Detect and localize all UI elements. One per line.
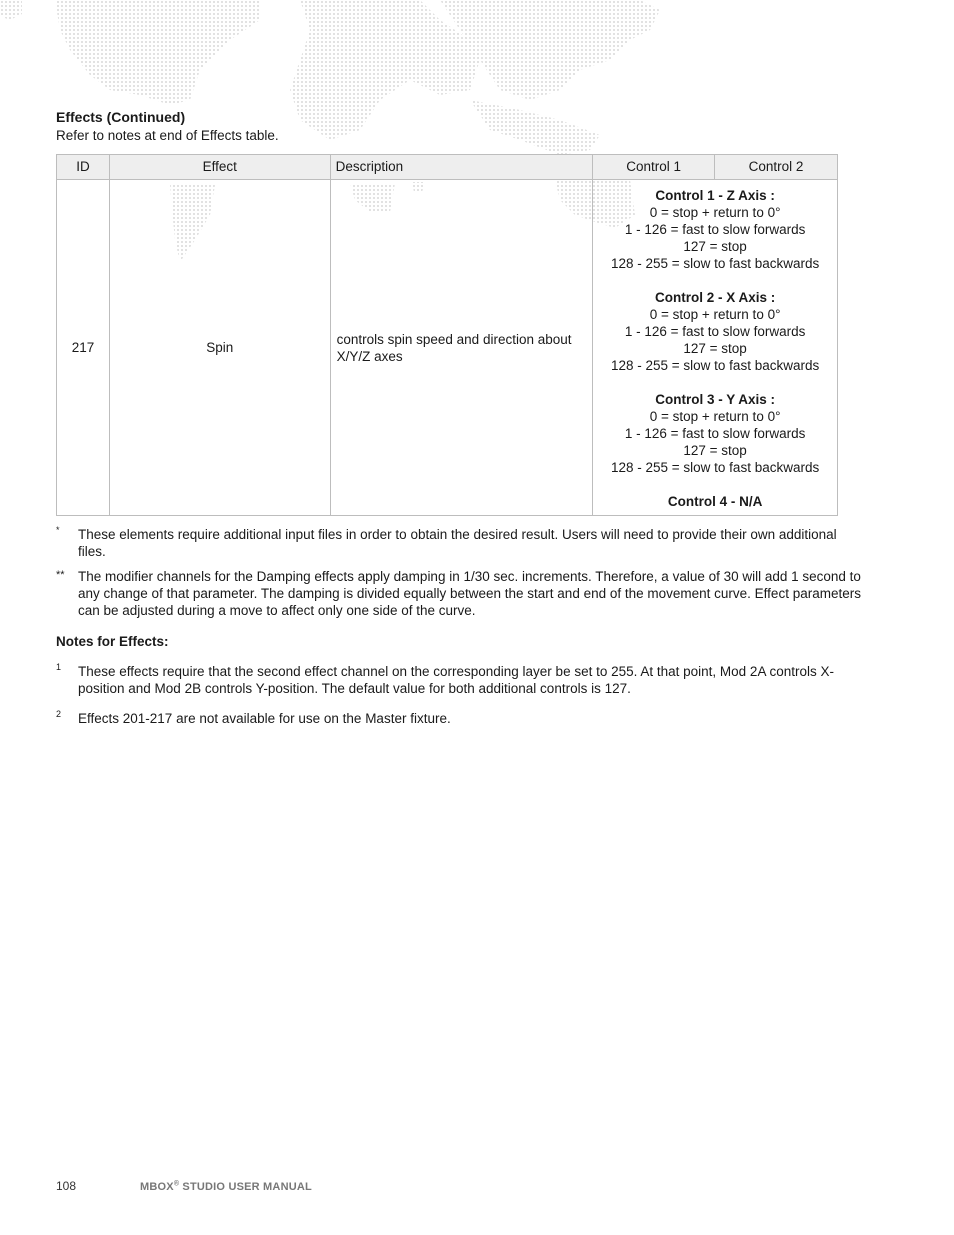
- control-title: Control 1 - Z Axis :: [655, 188, 775, 203]
- page-footer: [56, 1179, 312, 1193]
- note-text: Effects 201-217 are not available for use on the Master fixture.: [78, 711, 451, 726]
- control-4-block: [597, 493, 833, 510]
- footnote-mark: **: [56, 569, 65, 581]
- page-number: 108: [56, 1179, 77, 1193]
- control-line: 0 = stop + return to 0°: [649, 307, 781, 322]
- control-line: 0 = stop + return to 0°: [649, 409, 781, 424]
- footnotes: [56, 526, 868, 727]
- control-title: Control 4 - N/A: [667, 494, 763, 509]
- control-line: 127 = stop: [683, 341, 747, 356]
- control-title: Control 3 - Y Axis :: [655, 392, 775, 407]
- footnote-text: The modifier channels for the Damping effects apply damping in 1/30 sec. increments. Therefore, a value of 30 will add 1 second to any change of that parameter. The damping is divided equally between the start and end of the movement curve. Effect parameters can be adjusted during a move to affect only one side of the curve.: [78, 569, 861, 618]
- control-line: 128 - 255 = slow to fast backwards: [610, 256, 820, 271]
- header-control-2: Control 2: [715, 155, 838, 180]
- control-line: 0 = stop + return to 0°: [649, 205, 781, 220]
- control-line: 1 - 126 = fast to slow forwards: [624, 222, 806, 237]
- effects-table: [56, 154, 838, 516]
- control-line: 128 - 255 = slow to fast backwards: [610, 358, 820, 373]
- note-2: [56, 710, 868, 727]
- cell-id: 217: [57, 180, 110, 516]
- page-content: [56, 108, 868, 735]
- table-row: [57, 180, 838, 516]
- footnote-asterisk: [56, 526, 868, 560]
- footnote-double-asterisk: [56, 568, 868, 619]
- table-header-row: [57, 155, 838, 180]
- control-line: 127 = stop: [683, 443, 747, 458]
- manual-title-text: STUDIO USER MANUAL: [179, 1181, 312, 1193]
- header-control-1: Control 1: [593, 155, 715, 180]
- control-line: 1 - 126 = fast to slow forwards: [624, 324, 806, 339]
- notes-title: Notes for Effects:: [56, 634, 169, 649]
- control-line: 128 - 255 = slow to fast backwards: [610, 460, 820, 475]
- registered-mark: ®: [173, 1180, 180, 1188]
- note-1: [56, 663, 868, 697]
- brand-name: MBOX: [140, 1181, 174, 1193]
- section-subtitle: Refer to notes at end of Effects table.: [56, 128, 279, 143]
- control-line: 1 - 126 = fast to slow forwards: [624, 426, 806, 441]
- control-line: 127 = stop: [683, 239, 747, 254]
- note-mark: 2: [56, 709, 62, 719]
- control-title: Control 2 - X Axis :: [654, 290, 776, 305]
- note-text: These effects require that the second effect channel on the corresponding layer be set to 255. At that point, Mod 2A controls X-position and Mod 2B controls Y-position. The default value for both additional controls is 127.: [78, 664, 834, 696]
- footnote-text: These elements require additional input files in order to obtain the desired result. Users will need to provide their own additional files.: [78, 527, 837, 559]
- cell-effect: Spin: [109, 180, 330, 516]
- header-id: ID: [57, 155, 110, 180]
- control-3-block: [597, 391, 833, 476]
- header-effect: Effect: [109, 155, 330, 180]
- manual-title: [140, 1181, 312, 1193]
- cell-description: controls spin speed and direction about X/Y/Z axes: [330, 180, 593, 516]
- cell-controls: [593, 180, 838, 516]
- control-2-block: [597, 289, 833, 374]
- section-title: Effects (Continued): [56, 109, 186, 125]
- footnote-mark: *: [56, 525, 60, 535]
- note-mark: 1: [56, 662, 62, 672]
- header-description: Description: [330, 155, 593, 180]
- control-1-block: [597, 187, 833, 272]
